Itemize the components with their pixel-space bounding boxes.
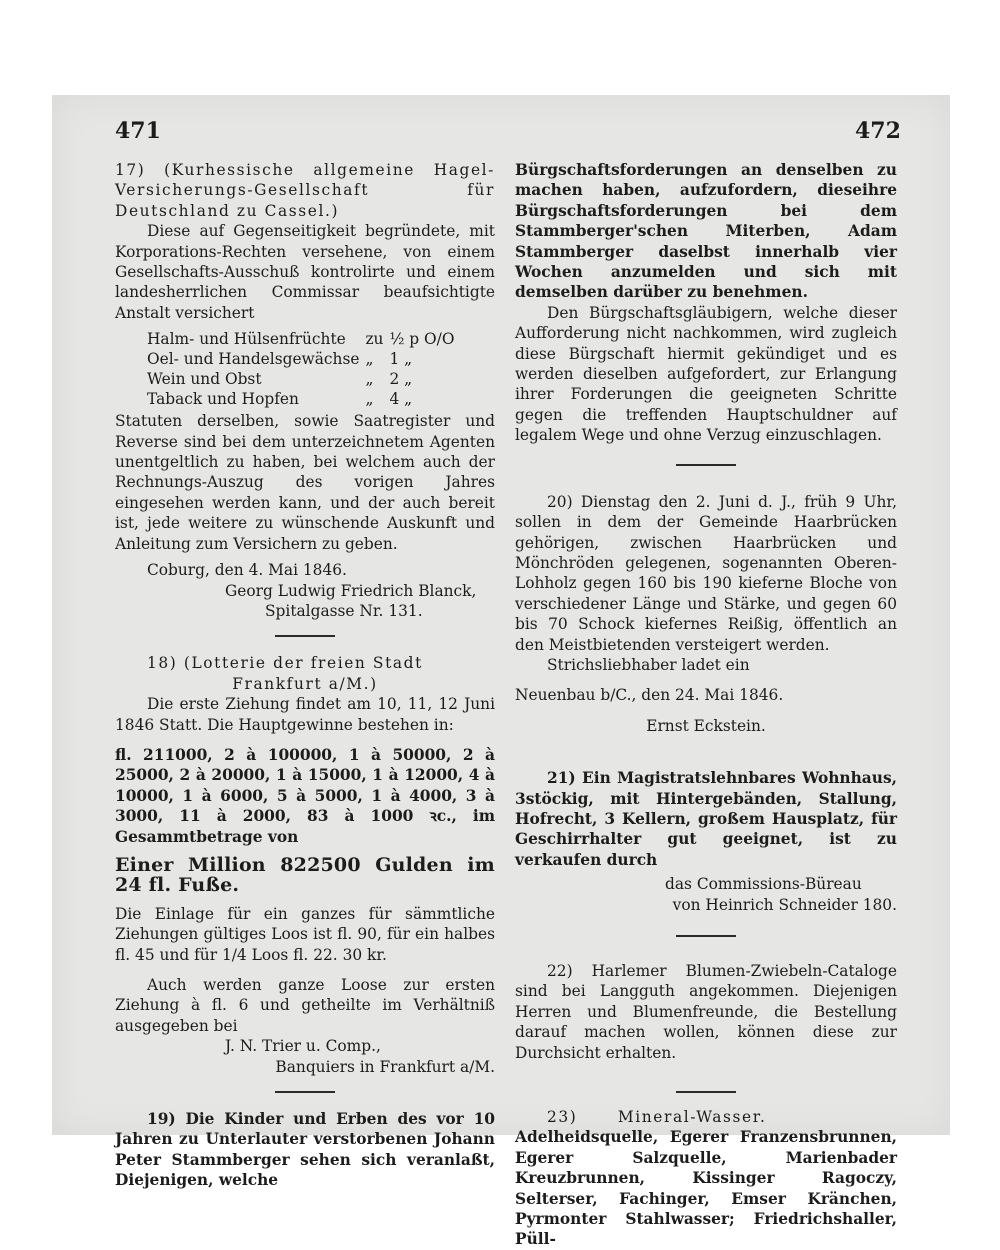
ad18-title-line2: Frankfurt a/M.)	[232, 674, 378, 693]
rate-row	[147, 369, 460, 389]
ad21-signature-office: das Commissions-Büreau	[665, 875, 862, 894]
rate-prep: „	[365, 370, 374, 389]
separator-rule	[676, 935, 736, 937]
ad20-invite: Strichsliebhaber ladet ein	[547, 655, 750, 674]
rate-label: Halm- und Hülsenfrüchte	[147, 330, 346, 349]
ad18-paragraph-3: Die Einlage für ein ganzes für sämmtliche Ziehungen gültiges Loos ist fl. 90, für ein halbes fl. 45 und für 1/4 Loos fl. 22. 30 kr.	[115, 904, 495, 964]
ad21-signature-name: von Heinrich Schneider 180.	[672, 895, 897, 914]
ad17-body: Statuten derselben, sowie Saatregister und Reverse sind bei dem unterzeichnetem Agenten unentgeltlich zu haben, bei welchem auch der Rechnungs-Auszug des vorigen Jahres eingesehen werden kann, und der auch bereit ist, jede weitere zu wünschende Auskunft und Anleitung zum Versichern zu geben.	[115, 412, 495, 553]
rate-prep: zu	[365, 330, 384, 349]
rate-row	[147, 349, 460, 369]
separator-rule	[676, 1091, 736, 1093]
ad20-text: 20) Dienstag den 2. Juni d. J., früh 9 Uhr, sollen in dem der Gemeinde Haarbrücken gehörigen, zwischen Haarbrücken und Mönchröden gelegenen, sogenannten Oberen-Lohholz gegen 160 bis 190 kieferne Bloche von verschiedener Länge und Stärke, und gegen 60 bis 70 Schock kiefernes Reißig, öffentlich an den Meistbietenden versteigert werden.	[515, 492, 897, 654]
ad23-title: Mineral-Wasser.	[617, 1108, 767, 1127]
right-column	[515, 160, 897, 1250]
rate-row	[147, 329, 460, 349]
ad23-number: 23)	[547, 1108, 578, 1127]
ad21-text: 21) Ein Magistratslehnbares Wohnhaus, 3stöckig, mit Hintergebänden, Stallung, Hofrecht, 3 Kellern, großem Hausplatz, für Geschirrhalter gut geeignet, ist zu verkaufen durch	[515, 769, 897, 869]
ad17-rates-table	[147, 329, 460, 409]
spacer	[115, 735, 495, 745]
ad18-signature-address: Banquiers in Frankfurt a/M.	[275, 1057, 495, 1076]
ad19-text: 19) Die Kinder und Erben des vor 10 Jahren zu Unterlauter verstorbenen Johann Peter Stammberger sehen sich veranlaßt, Diejenigen, welche	[115, 1110, 495, 1190]
spacer	[515, 752, 897, 768]
page-number-right: 472	[855, 118, 901, 144]
rate-label: Wein und Obst	[147, 370, 262, 389]
ad17-signature-name: Georg Ludwig Friedrich Blanck,	[225, 581, 477, 600]
rate-value: ½ p O/O	[389, 330, 455, 349]
ad23-text: Adelheidsquelle, Egerer Franzensbrunnen, Egerer Salzquelle, Marienbader Kreuzbrunnen, Kissinger Ragoczy, Selterser, Fachinger, Emser Kränchen, Pyrmonter Stahlwasser; Friedrichshaller, Püll-	[515, 1128, 897, 1249]
rate-value: 1 „	[389, 350, 413, 369]
ad18-title-line1: 18) (Lotterie der freien Stadt	[147, 654, 423, 673]
page-number-left: 471	[115, 118, 161, 144]
rate-prep: „	[365, 390, 374, 409]
ad19-continuation-2: Den Bürgschaftsgläubigern, welche dieser Aufforderung nicht nachkommen, wird zugleich diese Bürgschaft hiermit gekündiget und es werden dieselben aufgefordert, zur Erlangung ihrer Forderungen die geeigneten Schritte gegen die treffenden Hauptschuldner auf legalem Wege und ohne Verzug einzuschlagen.	[515, 303, 897, 445]
ad17-signature-address: Spitalgasse Nr. 131.	[265, 601, 423, 620]
separator-rule	[275, 1091, 335, 1093]
rate-label: Taback und Hopfen	[147, 390, 299, 409]
ad18-signature-name: J. N. Trier u. Comp.,	[225, 1037, 381, 1056]
left-column	[115, 160, 495, 1191]
spacer	[515, 675, 897, 685]
ad20-date: Neuenbau b/C., den 24. Mai 1846.	[515, 686, 784, 705]
rate-prep: „	[365, 350, 374, 369]
ad18-paragraph-1: Die erste Ziehung findet am 10, 11, 12 Juni 1846 Statt. Die Hauptgewinne bestehen in:	[115, 695, 495, 734]
ad17-date: Coburg, den 4. Mai 1846.	[147, 561, 347, 580]
rate-row	[147, 389, 460, 409]
ad23-heading	[515, 1107, 897, 1127]
ad17-intro: Diese auf Gegenseitigkeit begründete, mit Korporations-Rechten versehene, von einem Gesellschafts-Ausschuß kontrolirte und einem landesherrlichen Commissar beaufsichtigte Anstalt versichert	[115, 222, 495, 322]
ad19-continuation-1: Bürgschaftsforderungen an denselben zu machen haben, aufzufordern, dieseihre Bürgschaftsforderungen bei dem Stammberger'schen Miterben, Adam Stammberger daselbst innerhalb vier Wochen anzumelden und sich mit demselben darüber zu benehmen.	[515, 161, 897, 302]
rate-value: 4 „	[389, 390, 413, 409]
separator-rule	[676, 464, 736, 466]
spacer	[515, 706, 897, 716]
ad20-signature: Ernst Eckstein.	[646, 716, 766, 735]
rate-label: Oel- und Handelsgewächse	[147, 350, 360, 369]
spacer	[115, 965, 495, 975]
ad18-total-amount: Einer Million 822500 Gulden im 24 fl. Fuße.	[115, 853, 495, 897]
ad18-prize-list: fl. 211000, 2 à 100000, 1 à 50000, 2 à 25000, 2 à 20000, 1 à 15000, 1 à 12000, 4 à 10000, 1 à 6000, 5 à 5000, 1 à 4000, 3 à 3000, 11 à 2000, 83 à 1000 ꝛc., im Gesammtbetrage von	[115, 745, 495, 846]
ad17-title: 17) (Kurhessische allgemeine Hagel-Versicherungs-Gesellschaft für Deutschland zu Cassel.)	[115, 161, 495, 220]
spacer	[515, 736, 897, 752]
ad22-text: 22) Harlemer Blumen-Zwiebeln-Cataloge sind bei Langguth angekommen. Diejenigen Herren und Blumenfreunde, die Bestellung darauf machen wollen, können diese zur Durchsicht erhalten.	[515, 962, 897, 1062]
rate-value: 2 „	[389, 370, 413, 389]
ad18-paragraph-4: Auch werden ganze Loose zur ersten Ziehung à fl. 6 und getheilte im Verhältniß ausgegeben bei	[115, 976, 495, 1035]
separator-rule	[275, 635, 335, 637]
